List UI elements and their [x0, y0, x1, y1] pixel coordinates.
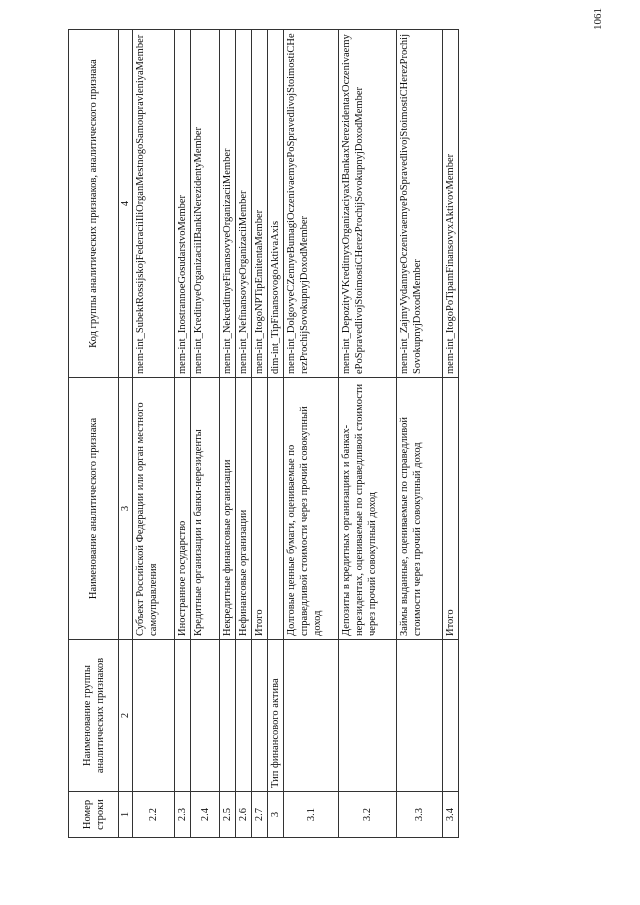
row-group	[397, 640, 443, 792]
row-attribute-name: Займы выданные, оцениваемые по справедливой стоимости через прочий совокупный доход	[397, 378, 443, 640]
page-number: 1061	[592, 8, 604, 30]
column-number: 1	[119, 792, 133, 838]
row-attribute-name: Депозиты в кредитных организациях и банках-нерезидентах, оцениваемые по справедливой стоимости через прочий совокупный доход	[339, 378, 397, 640]
row-group	[339, 640, 397, 792]
row-group: Тип финансового актива	[268, 640, 284, 792]
row-group	[284, 640, 339, 792]
row-group	[443, 640, 459, 792]
row-number: 3.4	[443, 792, 459, 838]
row-code: mem-int_SubektRossijskojFederaciiIliOrganMestnogoSamoupravleniyaMember	[133, 30, 175, 378]
row-group	[220, 640, 236, 792]
header-row	[69, 30, 119, 838]
table-row	[268, 30, 284, 838]
header-attribute-name: Наименование аналитического признака	[69, 378, 119, 640]
row-code: mem-int_KreditnyeOrganizaciiIBankiNerezidentyMember	[191, 30, 220, 378]
row-number: 2.6	[236, 792, 252, 838]
row-number: 3	[268, 792, 284, 838]
analytic-attributes-table	[68, 29, 459, 838]
row-number: 2.5	[220, 792, 236, 838]
row-group	[236, 640, 252, 792]
row-attribute-name: Иностранное государство	[175, 378, 191, 640]
column-number: 3	[119, 378, 133, 640]
row-attribute-name: Долговые ценные бумаги, оцениваемые по справедливой стоимости через прочий совокупный доход	[284, 378, 339, 640]
row-attribute-name	[268, 378, 284, 640]
row-code: dim-int_TipFinansovogoAktivaAxis	[268, 30, 284, 378]
row-code: mem-int_ItogoNPTipEmitentaMember	[252, 30, 268, 378]
column-number-row	[119, 30, 133, 838]
table-row	[133, 30, 175, 838]
row-attribute-name: Субъект Российской Федерации или орган местного самоуправления	[133, 378, 175, 640]
row-number: 2.7	[252, 792, 268, 838]
row-group	[191, 640, 220, 792]
table-row	[191, 30, 220, 838]
table-row	[220, 30, 236, 838]
row-number: 2.3	[175, 792, 191, 838]
table-row	[397, 30, 443, 838]
row-attribute-name: Некредитные финансовые организации	[220, 378, 236, 640]
row-code: mem-int_ItogoPoTipamFinansovyxAktivovMember	[443, 30, 459, 378]
table-row	[284, 30, 339, 838]
rotated-table-wrapper	[68, 30, 456, 838]
row-number: 3.1	[284, 792, 339, 838]
row-code: mem-int_DolgovyeCZennyeBumagiOczenivaemyePoSpravedlivojStoimostiCHerezProchijSovokupnyjDoxodMember	[284, 30, 339, 378]
table-row	[443, 30, 459, 838]
row-attribute-name: Нефинансовые организации	[236, 378, 252, 640]
column-number: 2	[119, 640, 133, 792]
table-row	[175, 30, 191, 838]
column-number: 4	[119, 30, 133, 378]
row-number: 3.2	[339, 792, 397, 838]
table-row	[339, 30, 397, 838]
row-code: mem-int_NekreditnyeFinansovyeOrganizaciiMember	[220, 30, 236, 378]
row-number: 3.3	[397, 792, 443, 838]
row-code: mem-int_ZajmyVydannyeOczenivaemyePoSpravedlivojStoimostiCHerezProchijSovokupnyjDoxodMember	[397, 30, 443, 378]
row-code: mem-int_NefinansovyeOrganizaciiMember	[236, 30, 252, 378]
row-number: 2.4	[191, 792, 220, 838]
row-code: mem-int_InostrannoeGosudarstvoMember	[175, 30, 191, 378]
row-code: mem-int_DepozityVKreditnyxOrganizaciyaxIBankaxNerezidentaxOczenivaemyePoSpravedlivojStoimostiCHerezProchijSovokupnyjDoxodMember	[339, 30, 397, 378]
header-code: Код группы аналитических признаков, аналитического признака	[69, 30, 119, 378]
row-group	[252, 640, 268, 792]
row-attribute-name: Итого	[252, 378, 268, 640]
row-group	[175, 640, 191, 792]
table-row	[236, 30, 252, 838]
header-group-name: Наименование группы аналитических признаков	[69, 640, 119, 792]
row-attribute-name: Кредитные организации и банки-нерезиденты	[191, 378, 220, 640]
row-attribute-name: Итого	[443, 378, 459, 640]
header-line-number: Номер строки	[69, 792, 119, 838]
table-row	[252, 30, 268, 838]
row-number: 2.2	[133, 792, 175, 838]
row-group	[133, 640, 175, 792]
